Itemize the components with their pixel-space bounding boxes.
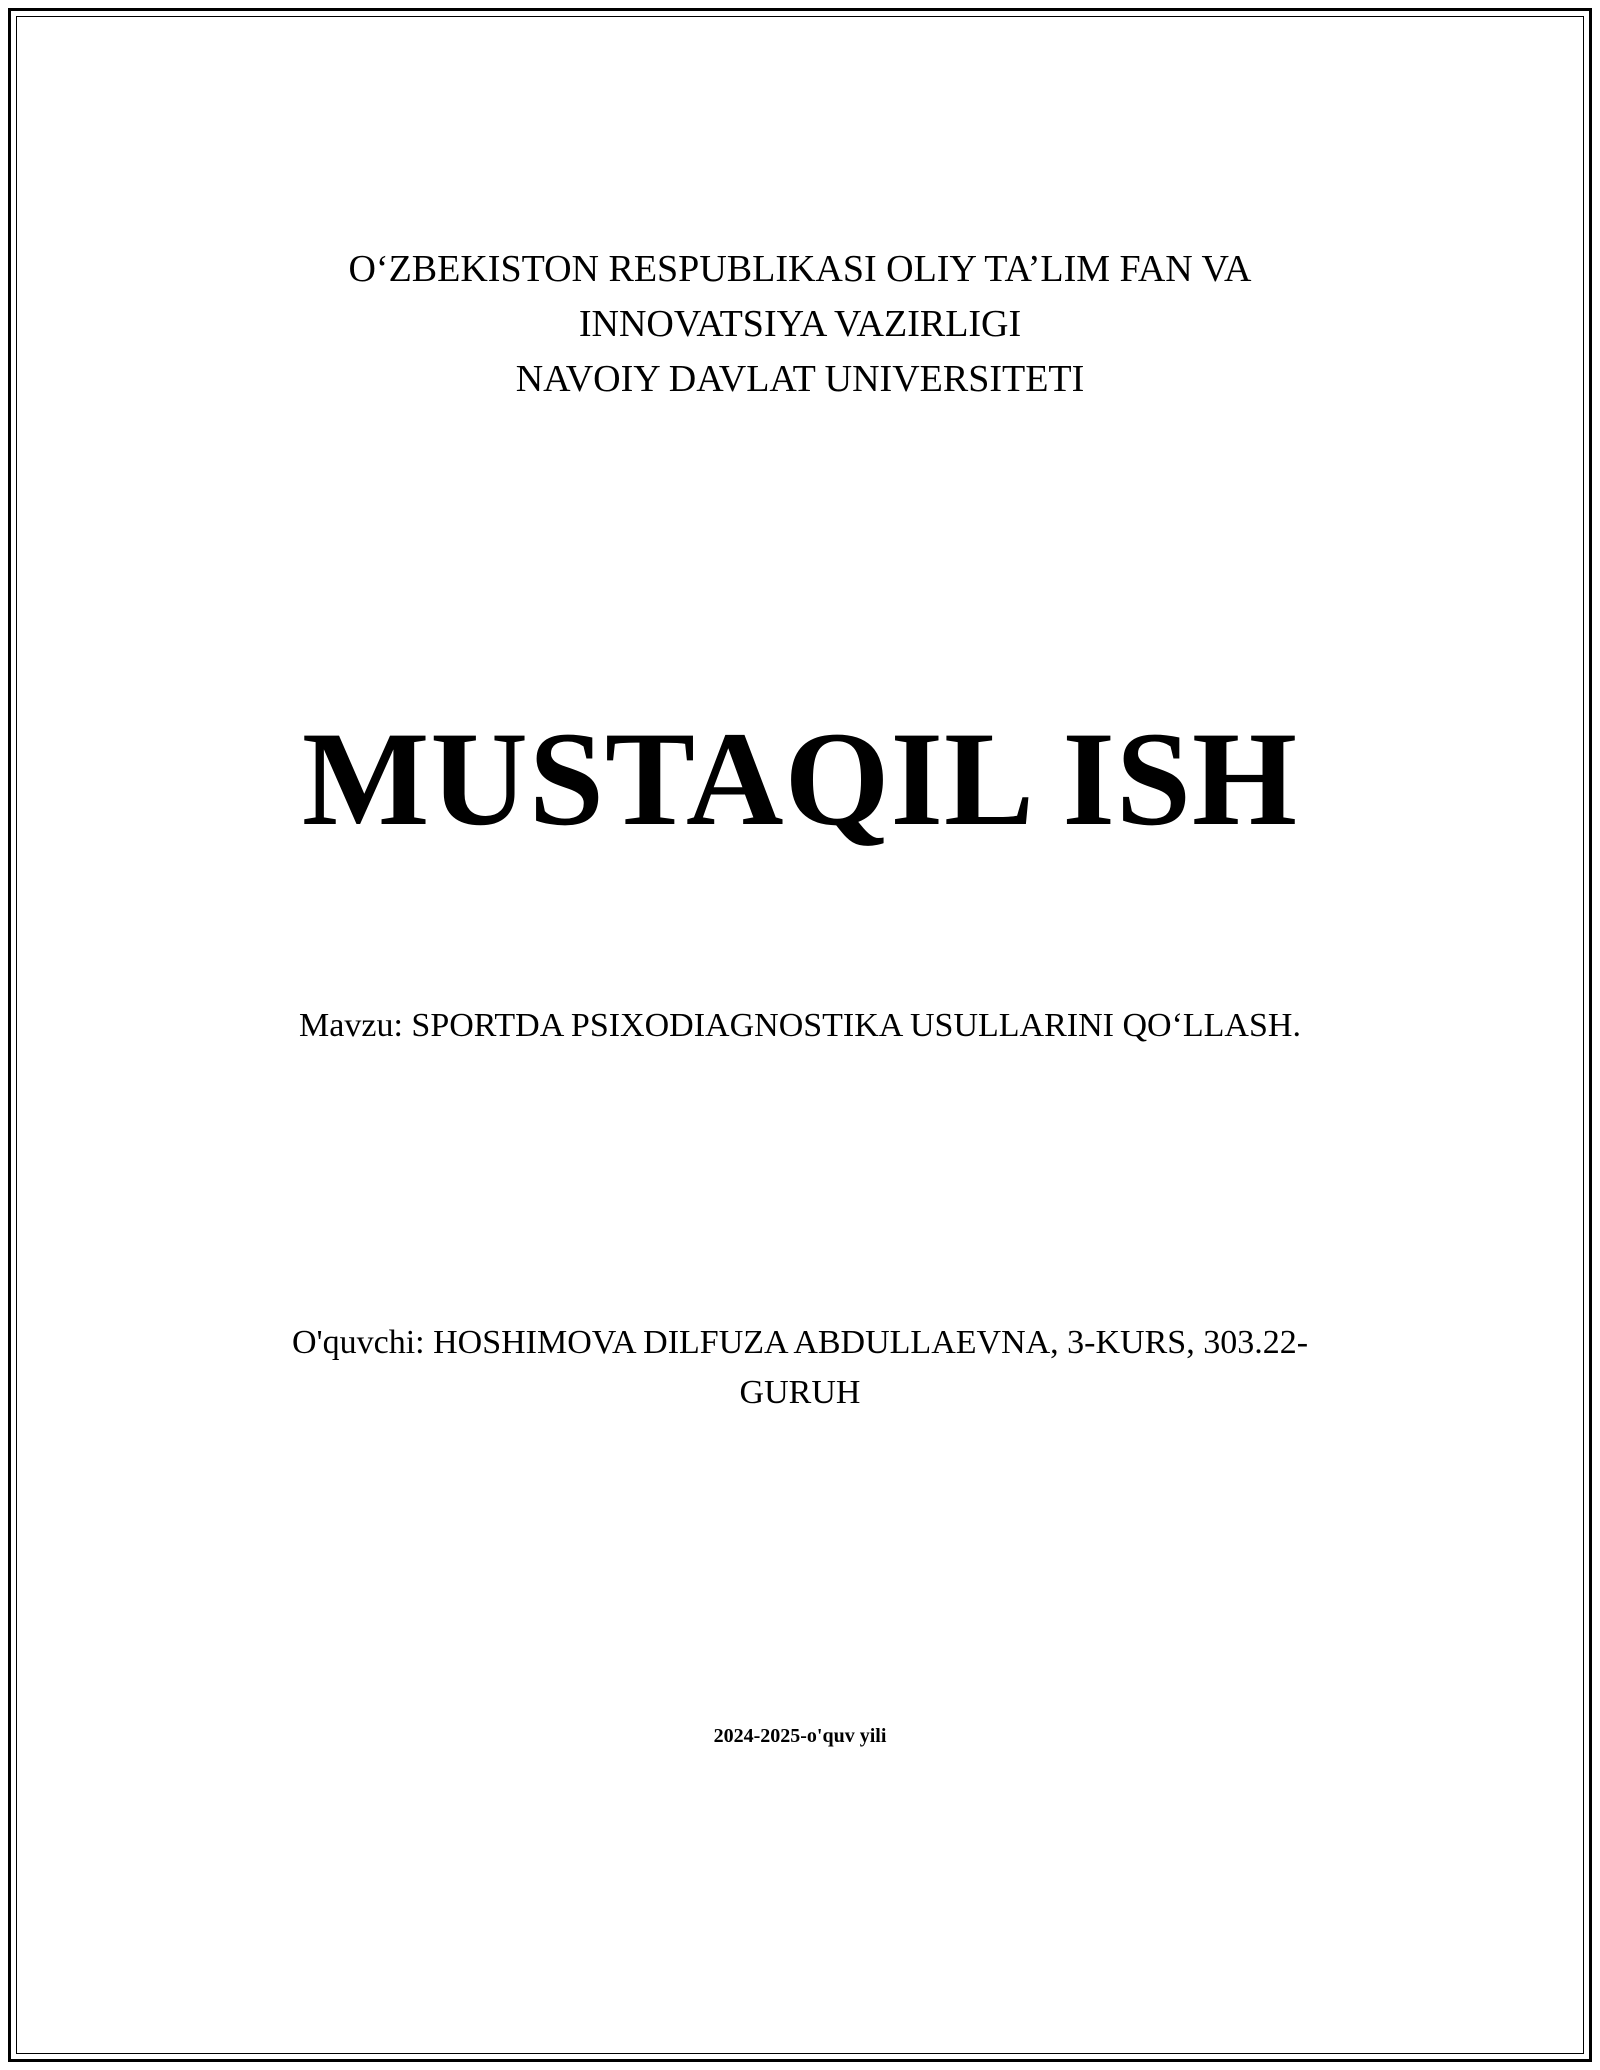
student-line-2: GURUH (739, 1374, 861, 1411)
institution-header (0, 242, 1600, 407)
student-info (0, 1318, 1600, 1418)
student-line-1: O'quvchi: HOSHIMOVA DILFUZA ABDULLAEVNA, 3-KURS, 303.22- (291, 1324, 1309, 1361)
ministry-line-2: INNOVATSIYA VAZIRLIGI (578, 303, 1022, 345)
academic-year: 2024-2025-o'quv yili (713, 1725, 887, 1747)
ministry-line-1: O‘ZBEKISTON RESPUBLIKASI OLIY TA’LIM FAN VA (348, 248, 1252, 290)
university-name: NAVOIY DAVLAT UNIVERSITETI (515, 358, 1085, 400)
document-title: MUSTAQIL ISH (301, 705, 1299, 854)
topic-line: Mavzu: SPORTDA PSIXODIAGNOSTIKA USULLARINI QO‘LLASH. (299, 1007, 1301, 1044)
